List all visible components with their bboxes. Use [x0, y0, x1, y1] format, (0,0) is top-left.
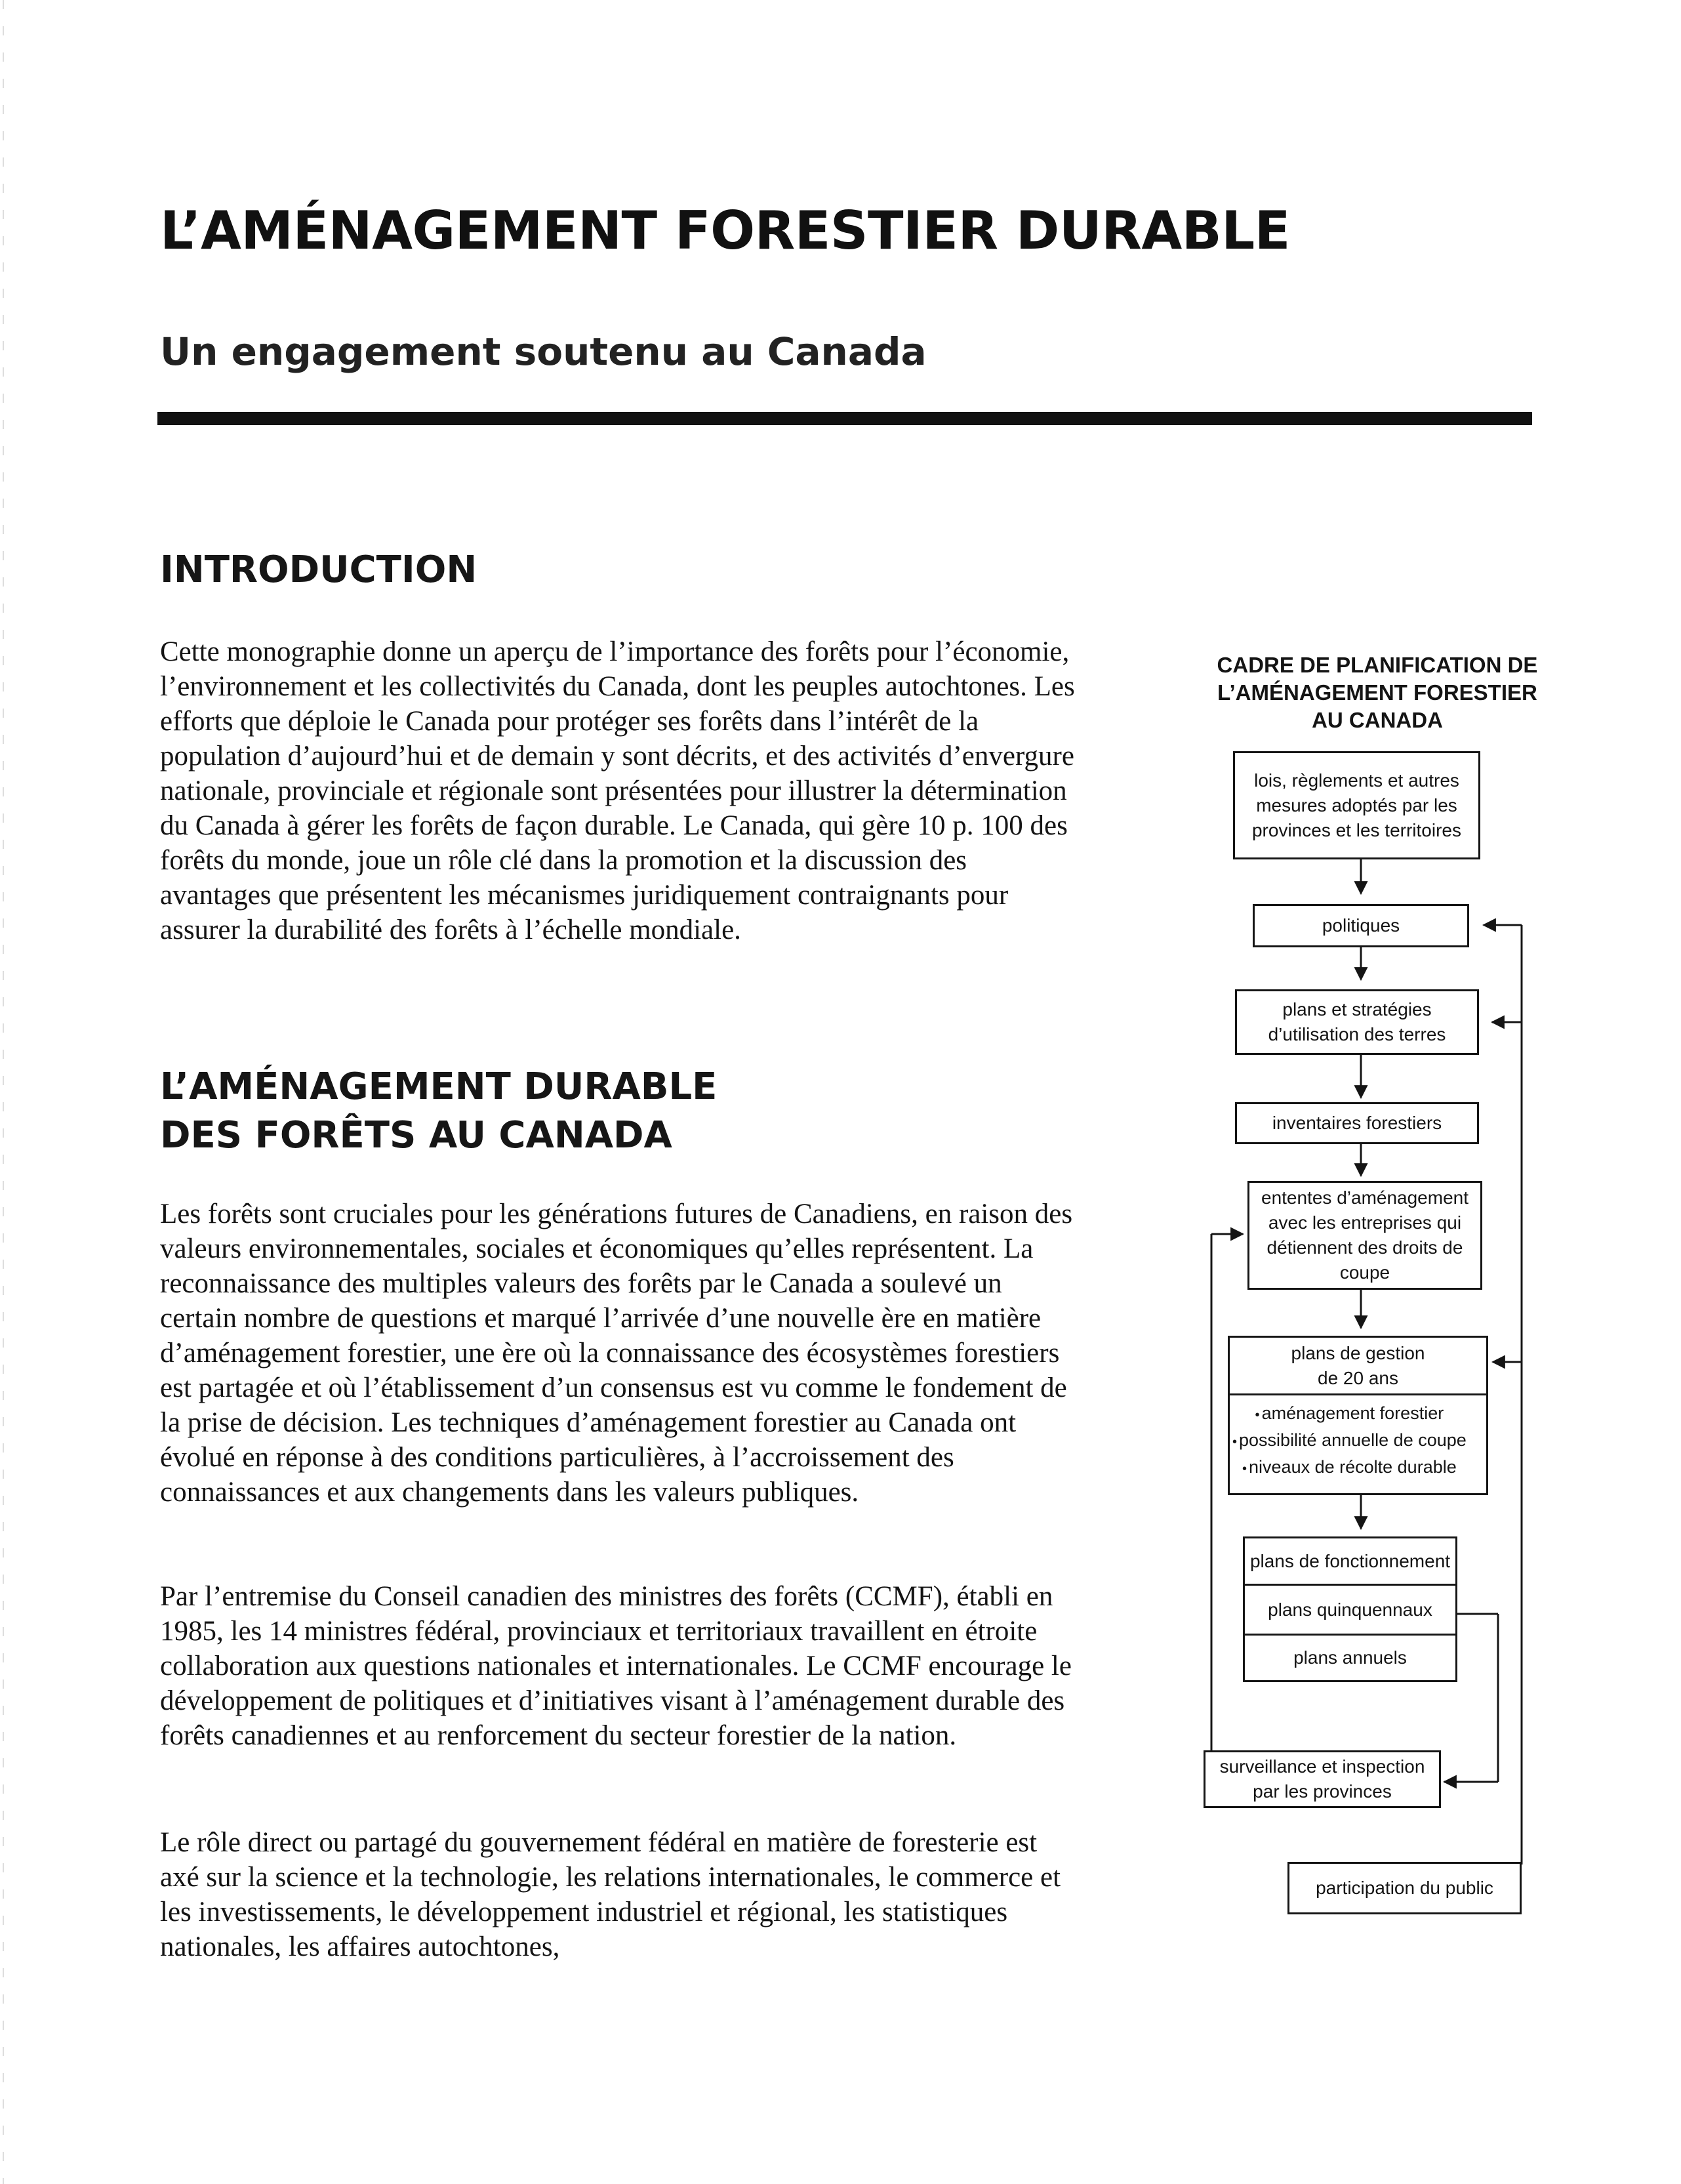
page-subtitle: Un engagement soutenu au Canada [160, 329, 927, 374]
annual-plans-label: plans annuels [1293, 1647, 1407, 1668]
flow-box-public-participation: participation du public [1287, 1862, 1522, 1914]
flow-box-operating-plans [1243, 1536, 1457, 1682]
intro-heading: INTRODUCTION [160, 548, 477, 591]
flow-box-laws: lois, règlements et autres mesures adoptés par les provinces et les territoires [1233, 751, 1480, 859]
sfm-heading-line2: DES FORÊTS AU CANADA [160, 1114, 672, 1157]
flow-box-land-use: plans et stratégies d’utilisation des terres [1235, 989, 1479, 1055]
flowchart-title-line1: CADRE DE PLANIFICATION DE [1217, 653, 1538, 677]
sfm-paragraph-3: Le rôle direct ou partagé du gouvernement fédéral en matière de foresterie est axé sur la science et la technologie, les relations internationales, le commerce et les investissements, le développement industriel et régional, les statistiques nationales, les affaires autochtones, [160, 1827, 1061, 1962]
flow-box-monitoring: surveillance et inspection par les provinces [1204, 1750, 1441, 1808]
sfm-heading-line1: L’AMÉNAGEMENT DURABLE [160, 1065, 718, 1108]
sfm-paragraph-1: Les forêts sont cruciales pour les générations futures de Canadiens, en raison des valeurs environnementales, sociales et économiques qu’elles représentent. La reconnaissance des multiples valeurs des forêts par le Canada a soulevé un certain nombre de questions et marqué l’arrivée d’une nouvelle ère en matière d’aménagement forestier, une ère où la connaissance des écosystèmes forestiers est partagée et où l’établissement d’un consensus est vu comme le fondement de la prise de décision. Les techniques d’aménagement forestier au Canada ont évolué en réponse à des conditions particulières, à l’accroissement des connaissances et aux changements dans les valeurs publiques. [160, 1199, 1073, 1508]
flow-box-inventories: inventaires forestiers [1235, 1102, 1479, 1144]
flowchart-title-line3: AU CANADA [1312, 708, 1443, 732]
five-year-plans-label: plans quinquennaux [1245, 1586, 1455, 1636]
management-plans-label: plans de gestion de 20 ans [1230, 1338, 1486, 1395]
operating-plans-label: plans de fonctionnement [1245, 1538, 1455, 1586]
flow-box-policies: politiques [1253, 904, 1469, 947]
intro-paragraph: Cette monographie donne un aperçu de l’importance des forêts pour l’économie, l’environnement et les collectivités du Canada, dont les peuples autochtones. Les efforts que déploie le Canada pour protéger ses forêts dans l’intérêt de la population d’aujourd’hui et de demain y sont décrits, et des activités d’envergure nationale, provinciale et régionale sont présentées pour illustrer la détermination du Canada à gérer les forêts de façon durable. Le Canada, qui gère 10 p. 100 des forêts du monde, joue un rôle clé dans la promotion et la discussion des avantages que présentent les mécanismes juridiquement contraignants pour assurer la durabilité des forêts à l’échelle mondiale. [160, 636, 1075, 945]
sfm-paragraph-2: Par l’entremise du Conseil canadien des ministres des forêts (CCMF), établi en 1985, les 14 ministres fédéral, provinciaux et territoriaux travaillent en étroite collaboration aux questions nationales et internationales. Le CCMF encourage le développement de politiques et d’initiatives visant à l’aménagement durable des forêts canadiennes et au renforcement du secteur forestier de la nation. [160, 1581, 1072, 1751]
flow-box-agreements: ententes d’aménagement avec les entreprises qui détiennent des droits de coupe [1247, 1181, 1482, 1290]
mp-item: • possibilité annuelle de coupe [1232, 1428, 1467, 1454]
management-plans-list [1232, 1401, 1467, 1481]
mp-item: • niveaux de récolte durable [1232, 1454, 1467, 1481]
mp-item: • aménagement forestier [1232, 1401, 1467, 1428]
page-title: L’AMÉNAGEMENT FORESTIER DURABLE [160, 200, 1290, 261]
flowchart-title-line2: L’AMÉNAGEMENT FORESTIER [1217, 680, 1537, 705]
flow-box-management-plans [1228, 1336, 1488, 1495]
